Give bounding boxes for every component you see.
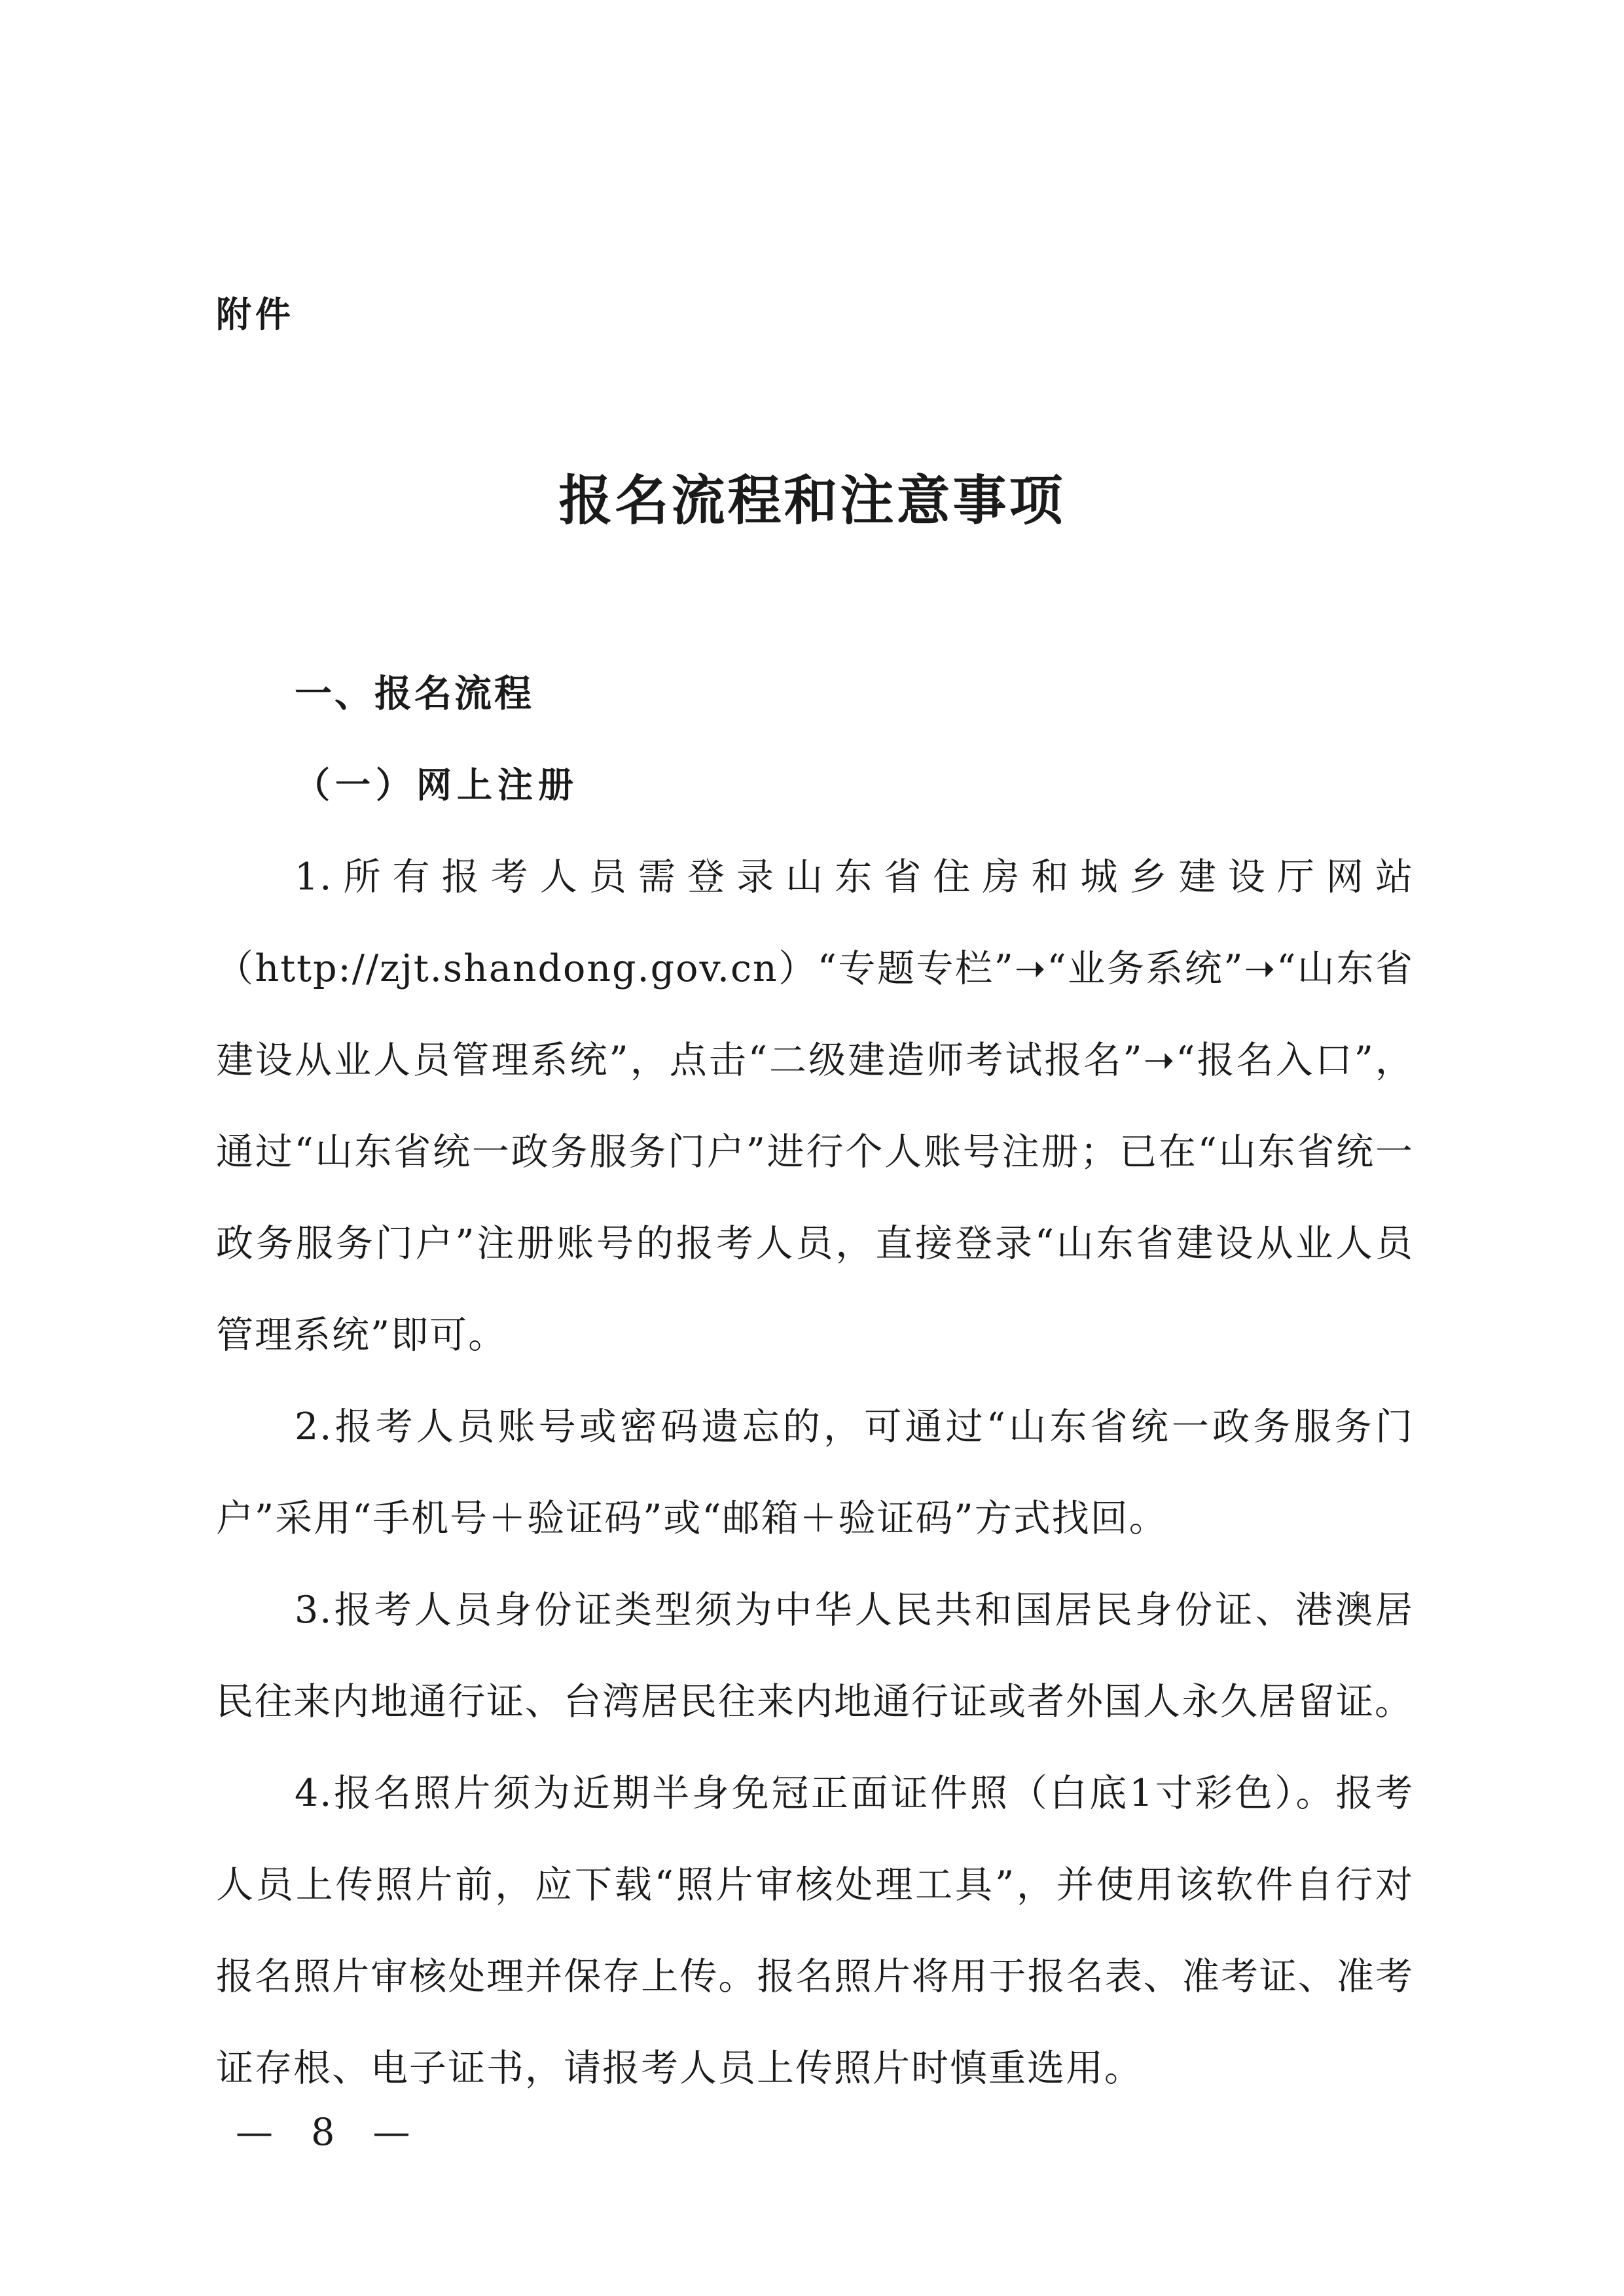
document-title: 报名流程和注意事项	[558, 469, 1066, 532]
paragraph-4: 4.报名照片须为近期半身免冠正面证件照（白底1寸彩色）。报考人员上传照片前，应下载“照片审核处理工具”，并使用该软件自行对报名照片审核处理并保存上传。报名照片将用于报名表、准考证、准考证存根、电子证书，请报考人员上传照片时慎重选用。	[216, 1772, 1414, 2090]
attachment-label: 附件	[216, 294, 295, 335]
paragraph-2: 2.报考人员账号或密码遗忘的，可通过“山东省统一政务服务门户”采用“手机号＋验证码”或“邮箱＋验证码”方式找回。	[216, 1405, 1414, 1540]
paragraph-1: 1.所有报考人员需登录山东省住房和城乡建设厅网站（http://zjt.shandong.gov.cn）“专题专栏”➝“业务系统”➝“山东省建设从业人员管理系统”，点击“二级建造师考试报名”➝“报名入口”，通过“山东省统一政务服务门户”进行个人账号注册；已在“山东省统一政务服务门户”注册账号的报考人员，直接登录“山东省建设从业人员管理系统”即可。	[216, 855, 1414, 1357]
page-number: — 8 —	[236, 2111, 424, 2154]
paragraph-3: 3.报考人员身份证类型须为中华人民共和国居民身份证、港澳居民往来内地通行证、台湾居民往来内地通行证或者外国人永久居留证。	[216, 1588, 1414, 1723]
section-heading: 一、报名流程	[295, 672, 534, 715]
subsection-heading: （一）网上注册	[295, 764, 579, 806]
document-body	[216, 648, 1414, 2114]
